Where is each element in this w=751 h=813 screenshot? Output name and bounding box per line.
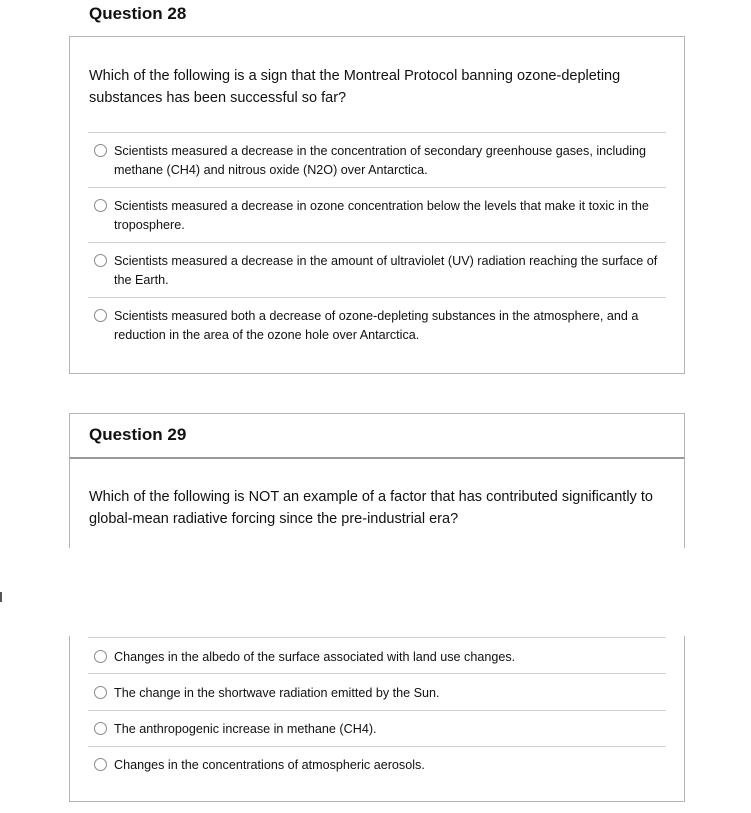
q29-option-1[interactable]: [94, 648, 664, 667]
question-29-title: Question 29: [89, 425, 187, 444]
panel-border-right: [684, 636, 685, 802]
radio-button[interactable]: [94, 144, 107, 157]
q28-option-3[interactable]: [94, 252, 664, 290]
option-label: Scientists measured a decrease in ozone concentration below the levels that make it toxic in the troposphere.: [114, 199, 649, 232]
radio-button[interactable]: [94, 309, 107, 322]
option-divider: [88, 673, 666, 674]
panel-border-left: [69, 459, 70, 548]
radio-button[interactable]: [94, 650, 107, 663]
panel-border-right: [684, 459, 685, 548]
option-label: The anthropogenic increase in methane (CH4).: [114, 722, 377, 736]
option-divider: [88, 637, 666, 638]
option-label: The change in the shortwave radiation emitted by the Sun.: [114, 686, 440, 700]
panel-border-bottom: [69, 801, 685, 802]
q28-option-1[interactable]: [94, 142, 664, 180]
q28-option-4[interactable]: [94, 307, 664, 345]
q29-option-3[interactable]: [94, 720, 664, 739]
option-label: Scientists measured a decrease in the concentration of secondary greenhouse gases, including methane (CH4) and nitrous oxide (N2O) over Antarctica.: [114, 144, 647, 177]
option-label: Scientists measured a decrease in the amount of ultraviolet (UV) radiation reaching the surface of the Earth.: [114, 254, 658, 287]
option-divider: [88, 132, 666, 133]
option-label: Scientists measured both a decrease of ozone-depleting substances in the atmosphere, and a reduction in the area of the ozone hole over Antarctica.: [114, 309, 639, 342]
question-28-title: Question 28: [89, 4, 187, 23]
option-divider: [88, 297, 666, 298]
question-28-prompt: Which of the following is a sign that the Montreal Protocol banning ozone-depleting substances has been successful so far?: [89, 68, 621, 106]
option-divider: [88, 746, 666, 747]
option-divider: [88, 710, 666, 711]
q28-option-2[interactable]: [94, 197, 664, 235]
option-label: Changes in the albedo of the surface associated with land use changes.: [114, 650, 516, 664]
question-29-prompt: Which of the following is NOT an example of a factor that has contributed significantly to global-mean radiative forcing since the pre-industrial era?: [89, 489, 653, 527]
panel-border-left: [69, 636, 70, 802]
q29-option-4[interactable]: [94, 756, 664, 775]
side-marker: [0, 592, 2, 602]
radio-button[interactable]: [94, 722, 107, 735]
radio-button[interactable]: [94, 254, 107, 267]
radio-button[interactable]: [94, 686, 107, 699]
radio-button[interactable]: [94, 758, 107, 771]
option-divider: [88, 187, 666, 188]
radio-button[interactable]: [94, 199, 107, 212]
q29-option-2[interactable]: [94, 684, 664, 703]
option-label: Changes in the concentrations of atmospheric aerosols.: [114, 758, 425, 772]
option-divider: [88, 242, 666, 243]
